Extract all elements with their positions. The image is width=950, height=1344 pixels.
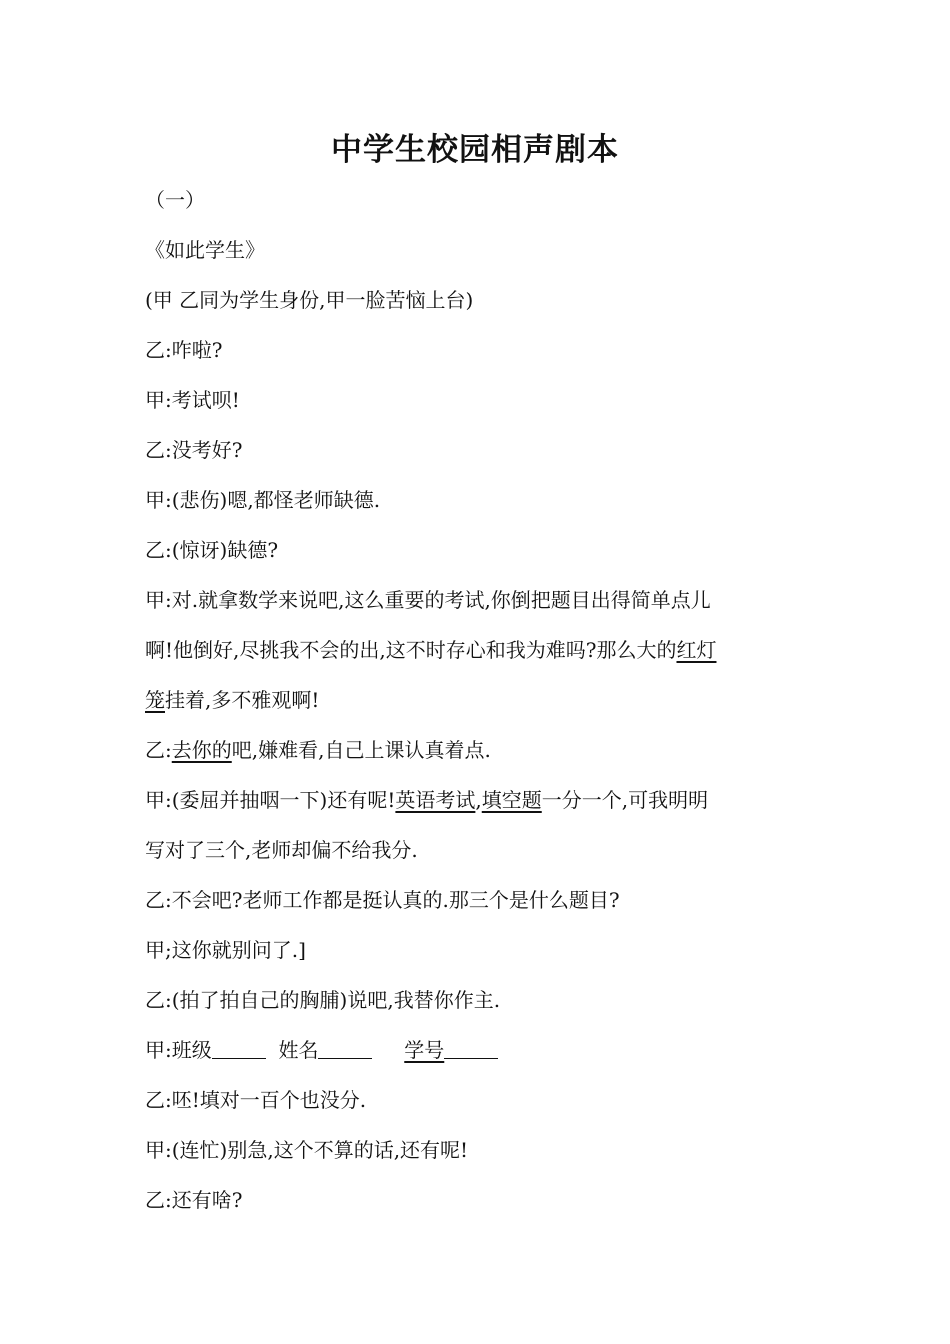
- dialogue-line: 乙:呸!填对一百个也没分.: [145, 1088, 367, 1112]
- dialogue-line: 甲:(连忙)别急,这个不算的话,还有呢!: [145, 1138, 469, 1162]
- fill-blank-line: [212, 1038, 266, 1059]
- underlined-text: 学号: [404, 1038, 445, 1062]
- text-run: 挂着,多不雅观啊!: [165, 688, 320, 712]
- underlined-text: 去你的: [171, 738, 232, 762]
- text-run: 吧,嫌难看,自己上课认真着点.: [231, 738, 491, 762]
- text-run: 甲:班级: [145, 1038, 212, 1062]
- script-body: [145, 175, 810, 1225]
- section-number: （一）: [145, 188, 205, 212]
- dialogue-line: 甲:(悲伤)嗯,都怪老师缺德.: [145, 488, 381, 512]
- dialogue-line: 乙:(拍了拍自己的胸脯)说吧,我替你作主.: [145, 988, 501, 1012]
- dialogue-line: 甲;这你就别问了.]: [145, 938, 306, 962]
- text-run: ,: [475, 788, 482, 812]
- underlined-text: 填空题: [481, 788, 542, 812]
- dialogue-line: 乙:不会吧?老师工作都是挺认真的.那三个是什么题目?: [145, 888, 620, 912]
- dialogue-line: 甲:考试呗!: [145, 388, 240, 412]
- underlined-text: 红灯: [676, 638, 717, 662]
- text-run: 一分一个,可我明明: [541, 788, 709, 812]
- underlined-text: 笼: [145, 688, 165, 712]
- dialogue-line: [145, 775, 810, 825]
- dialogue-line: [145, 1025, 810, 1075]
- dialogue-line: [145, 725, 810, 775]
- skit-title: 《如此学生》: [145, 238, 265, 262]
- dialogue-line: 写对了三个,老师却偏不给我分.: [145, 838, 418, 862]
- fill-blank-line: [444, 1038, 498, 1059]
- dialogue-line: 乙:咋啦?: [145, 338, 223, 362]
- text-run: 甲:(委屈并抽咽一下)还有呢!: [145, 788, 396, 812]
- dialogue-line: [145, 675, 810, 725]
- stage-direction: (甲 乙同为学生身份,甲一脸苦恼上台): [145, 288, 474, 312]
- document-title: 中学生校园相声剧本: [331, 132, 619, 168]
- text-run: 姓名: [278, 1038, 319, 1062]
- text-run: 啊!他倒好,尽挑我不会的出,这不时存心和我为难吗?那么大的: [145, 638, 677, 662]
- dialogue-line: 乙:没考好?: [145, 438, 243, 462]
- underlined-text: 英语考试: [395, 788, 476, 812]
- fill-blank-line: [318, 1038, 372, 1059]
- dialogue-line: 乙:(惊讶)缺德?: [145, 538, 279, 562]
- dialogue-line: [145, 625, 810, 675]
- dialogue-line: 乙:还有啥?: [145, 1188, 243, 1212]
- dialogue-line: 甲:对.就拿数学来说吧,这么重要的考试,你倒把题目出得简单点儿: [145, 588, 711, 612]
- text-run: 乙:: [145, 738, 172, 762]
